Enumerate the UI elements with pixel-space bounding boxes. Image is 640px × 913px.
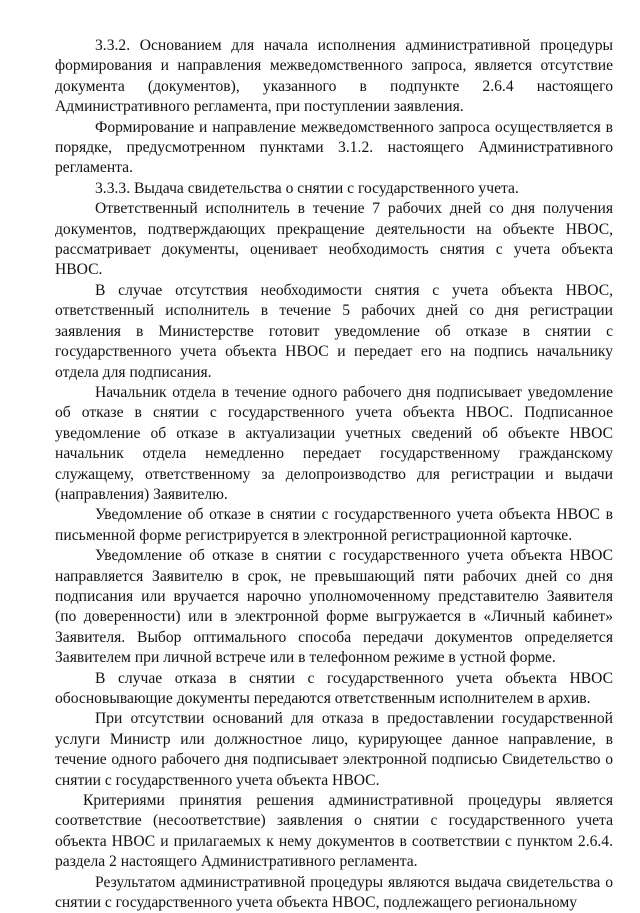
paragraph-interagency-request: Формирование и направление межведомственного запроса осуществляется в порядке, предусмотренном пунктами 3.1.2. настоящего Административного регламента. [55, 118, 613, 177]
paragraph-responsible-executor: Ответственный исполнитель в течение 7 рабочих дней со дня получения документов, подтверждающих прекращение деятельности на объекте НВОС, рассматривает документы, оценивает необходимость снятия с учета объекта НВОС. [55, 200, 613, 279]
paragraph-archive: В случае отказа в снятии с государственного учета объекта НВОС обосновывающие документы передаются ответственным исполнителем в архив. [55, 669, 613, 707]
paragraph-result: Результатом административной процедуры являются выдача свидетельства о снятии с государственного учета объекта НВОС, подлежащего региональному [55, 873, 613, 912]
paragraph-minister-signature: При отсутствии оснований для отказа в предоставлении государственной услуги Министр или должностное лицо, курирующее данное направление, в течение одного рабочего дня подписывает электронной подписью Свидетельство о снятии с государственного учета объекта НВОС. [55, 710, 613, 789]
paragraph-department-head: Начальник отдела в течение одного рабочего дня подписывает уведомление об отказе в снятии с государственного учета объекта НВОС. Подписанное уведомление об отказе в актуализации учетных сведений об объекте НВОС начальник отдела немедленно передает государственному гражданскому служащему, ответственному за делопроизводство для регистрации и выдачи (направления) Заявителю. [55, 383, 613, 503]
paragraph-refusal-registration: Уведомление об отказе в снятии с государственного учета объекта НВОС в письменной форме регистрируется в электронной регистрационной карточке. [55, 506, 613, 544]
paragraph-3-3-2: 3.3.2. Основанием для начала исполнения административной процедуры формирования и направления межведомственного запроса, является отсутствие документа (документов), указанного в подпункте 2.6.4 настоящего Административного регламента, при поступлении заявления. [55, 37, 613, 116]
paragraph-criteria: Критериями принятия решения административной процедуры является соответствие (несоответствие) заявления о снятии с государственного учета объекта НВОС и прилагаемых к нему документов в соответствии с пунктом 2.6.4. раздела 2 настоящего Административного регламента. [55, 792, 613, 871]
paragraph-3-3-3-heading: 3.3.3. Выдача свидетельства о снятии с государственного учета. [95, 179, 519, 197]
paragraph-no-need-removal: В случае отсутствия необходимости снятия с учета объекта НВОС, ответственный исполнитель в течение 5 рабочих дней со дня регистрации заявления в Министерстве готовит уведомление об отказе в снятии с государственного учета объекта НВОС и передает его на подпись начальнику отдела для подписания. [55, 281, 613, 381]
document-page [55, 36, 613, 913]
paragraph-refusal-delivery: Уведомление об отказе в снятии с государственного учета объекта НВОС направляется Заявителю в срок, не превышающий пяти рабочих дней со дня подписания или вручается нарочно уполномоченному представителю Заявителя (по доверенности) или в электронной форме выгружается в «Личный кабинет» Заявителя. Выбор оптимального способа передачи документов определяется Заявителем при личной встрече или в телефонном режиме в устной форме. [55, 547, 613, 667]
